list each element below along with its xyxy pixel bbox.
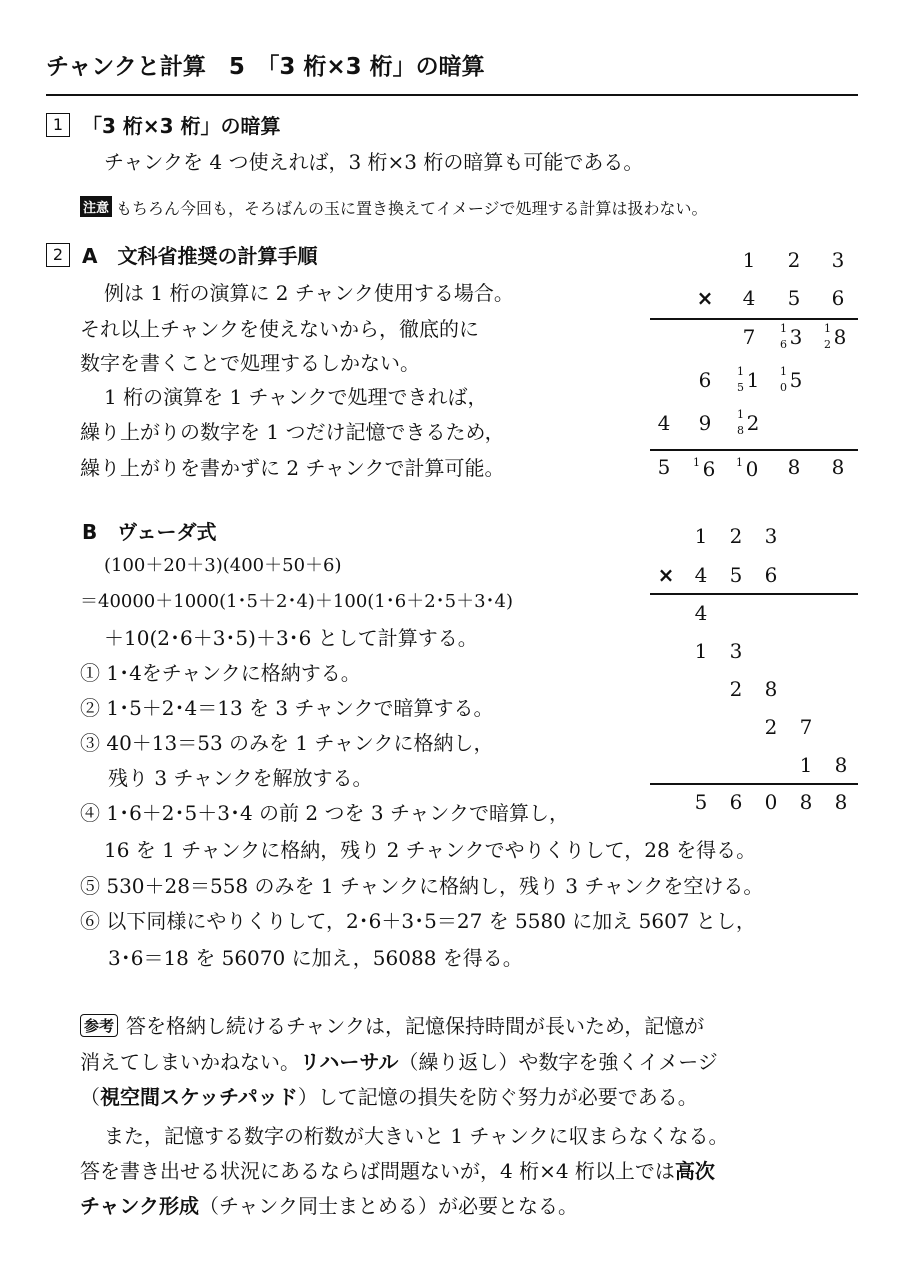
section-1-number: 1: [46, 113, 70, 137]
b-r1-d2: 2: [729, 524, 743, 548]
b-line-3: ＋10(2･6＋3･5)＋3･6 として計算する。: [104, 626, 478, 650]
a-p1-carry2-top: 1: [824, 322, 831, 335]
a-line-3: 数字を書くことで処理するしかない。: [80, 351, 420, 375]
a-p1-d1: 7: [742, 325, 756, 349]
b-line-top: [650, 593, 858, 595]
b-s4-d1: 2: [764, 715, 778, 739]
ref-text-2b: （繰り返し）や数字を強くイメージ: [398, 1050, 718, 1074]
ref-text-3b: ）して記憶の損失を防ぐ努力が必要である。: [297, 1085, 698, 1109]
section-1-text: チャンクを 4 つ使えれば，3 桁×3 桁の暗算も可能である。: [104, 150, 644, 174]
b-step-3: ③ 40＋13＝53 のみを 1 チャンクに格納し，: [80, 731, 494, 755]
ref-line-2: [80, 1046, 718, 1075]
a-p2-carry2-top: 1: [780, 365, 787, 378]
a-p2-carry2-bottom: 0: [780, 381, 787, 394]
b-res-d5: 8: [834, 790, 848, 814]
b-s3-d2: 8: [764, 677, 778, 701]
a-line-bottom: [650, 449, 858, 451]
a-r1-d1: 1: [742, 248, 756, 272]
a-p2-carry1-top: 1: [737, 365, 744, 378]
b-step-6: ⑥ 以下同様にやりくりして，2･6＋3･5＝27 を 5580 に加え 5607 とし，: [80, 909, 756, 933]
a-p3-carry-bottom: 8: [737, 424, 744, 437]
ref-line-1: [80, 1010, 704, 1039]
section-2-number: 2: [46, 243, 70, 267]
b-res-d1: 5: [694, 790, 708, 814]
section-2b-heading: B ヴェーダ式: [82, 520, 217, 544]
b-r2-d1: 4: [694, 563, 708, 587]
a-r1-d3: 3: [831, 248, 845, 272]
a-r2-d3: 6: [831, 286, 845, 310]
a-p3-d1: 4: [657, 411, 671, 435]
ref-text-1: 答を格納し続けるチャンクは，記憶保持時間が長いため，記憶が: [126, 1014, 705, 1038]
a-res-d4: 8: [787, 455, 801, 479]
ref-term-chunk-formation: チャンク形成: [80, 1194, 199, 1218]
b-line-2: ＝40000＋1000(1･5＋2･4)＋100(1･6＋2･5＋3･4): [80, 591, 514, 612]
ref-term-sketchpad: 視空間スケッチパッド: [100, 1085, 298, 1109]
ref-term-higher: 高次: [674, 1159, 715, 1183]
b-s2-d2: 3: [729, 639, 743, 663]
ref-line-3: [80, 1081, 698, 1110]
b-step-2: ② 1･5＋2･4＝13 を 3 チャンクで暗算する。: [80, 696, 494, 720]
a-res-d5: 8: [831, 455, 845, 479]
page-title: チャンクと計算 5 「3 桁×3 桁」の暗算: [46, 54, 485, 80]
b-r1-d1: 1: [694, 524, 708, 548]
a-p1-d2: 3: [789, 325, 803, 349]
a-p2-d2: 1: [746, 368, 760, 392]
a-p3-d2: 9: [698, 411, 712, 435]
b-r2-d2: 5: [729, 563, 743, 587]
a-p1-d3: 8: [833, 325, 847, 349]
a-times: ×: [696, 286, 714, 310]
a-res-d1: 5: [657, 455, 671, 479]
a-res-d3: 0: [745, 457, 759, 481]
a-r1-d2: 2: [787, 248, 801, 272]
b-s2-d1: 1: [694, 639, 708, 663]
b-s5-d1: 1: [799, 753, 813, 777]
b-step-4-cont: 16 を 1 チャンクに格納，残り 2 チャンクでやりくりして，28 を得る。: [104, 838, 757, 862]
b-step-6-cont: 3･6＝18 を 56070 に加え，56088 を得る。: [108, 946, 523, 970]
b-s3-d1: 2: [729, 677, 743, 701]
ref-line-4: また，記憶する数字の桁数が大きいと 1 チャンクに収まらなくなる。: [104, 1124, 729, 1148]
ref-term-rehearsal: リハーサル: [300, 1050, 399, 1074]
b-s4-d2: 7: [799, 715, 813, 739]
b-line-1: (100＋20＋3)(400＋50＋6): [104, 555, 342, 576]
b-res-d3: 0: [764, 790, 778, 814]
a-p1-carry1-bottom: 6: [780, 338, 787, 351]
a-line-5: 繰り上がりの数字を 1 つだけ記憶できるため，: [80, 420, 505, 444]
b-times: ×: [657, 563, 675, 587]
note-badge: 注意: [80, 196, 112, 217]
b-res-d2: 6: [729, 790, 743, 814]
a-line-top: [650, 318, 858, 320]
b-step-5: ⑤ 530＋28＝558 のみを 1 チャンクに格納し，残り 3 チャンクを空ける。: [80, 874, 764, 898]
b-step-1: ① 1･4をチャンクに格納する。: [80, 661, 361, 685]
a-line-6: 繰り上がりを書かずに 2 チャンクで計算可能。: [80, 456, 505, 480]
a-line-4: 1 桁の演算を 1 チャンクで処理できれば，: [104, 385, 488, 409]
section-1-note: [80, 196, 708, 219]
ref-text-5a: 答を書き出せる状況にあるならば問題ないが，4 桁×4 桁以上では: [80, 1159, 675, 1183]
a-p2-d3: 5: [789, 368, 803, 392]
note-text: もちろん今回も，そろばんの玉に置き換えてイメージで処理する計算は扱わない。: [116, 199, 708, 218]
b-s1: 4: [694, 601, 708, 625]
b-step-3-cont: 残り 3 チャンクを解放する。: [108, 766, 373, 790]
ref-text-3a: （: [80, 1085, 100, 1109]
a-p2-carry1-bottom: 5: [737, 381, 744, 394]
a-p3-carry-top: 1: [737, 408, 744, 421]
a-res-d2: 6: [702, 457, 716, 481]
title-rule: [46, 94, 858, 96]
b-line-bottom: [650, 783, 858, 785]
a-p2-d1: 6: [698, 368, 712, 392]
b-s5-d2: 8: [834, 753, 848, 777]
ref-badge: 参考: [80, 1014, 118, 1037]
a-r2-d2: 5: [787, 286, 801, 310]
a-res-carry2: 1: [736, 456, 743, 469]
a-res-carry1: 1: [693, 456, 700, 469]
b-r2-d3: 6: [764, 563, 778, 587]
section-2a-heading: A 文科省推奨の計算手順: [82, 244, 318, 268]
a-r2-d1: 4: [742, 286, 756, 310]
ref-text-2a: 消えてしまいかねない。: [80, 1050, 300, 1074]
section-1-heading: 「3 桁×3 桁」の暗算: [82, 114, 281, 138]
b-res-d4: 8: [799, 790, 813, 814]
b-step-4: ④ 1･6＋2･5＋3･4 の前 2 つを 3 チャンクで暗算し，: [80, 801, 569, 825]
ref-text-6b: （チャンク同士まとめる）が必要となる。: [199, 1194, 578, 1218]
ref-line-5: [80, 1155, 715, 1184]
a-line-2: それ以上チャンクを使えないから，徹底的に: [80, 317, 479, 341]
a-p1-carry2-bottom: 2: [824, 338, 831, 351]
a-line-1: 例は 1 桁の演算に 2 チャンク使用する場合。: [104, 281, 514, 305]
a-p3-d3: 2: [746, 411, 760, 435]
ref-line-6: [80, 1190, 578, 1219]
a-p1-carry1-top: 1: [780, 322, 787, 335]
b-r1-d3: 3: [764, 524, 778, 548]
